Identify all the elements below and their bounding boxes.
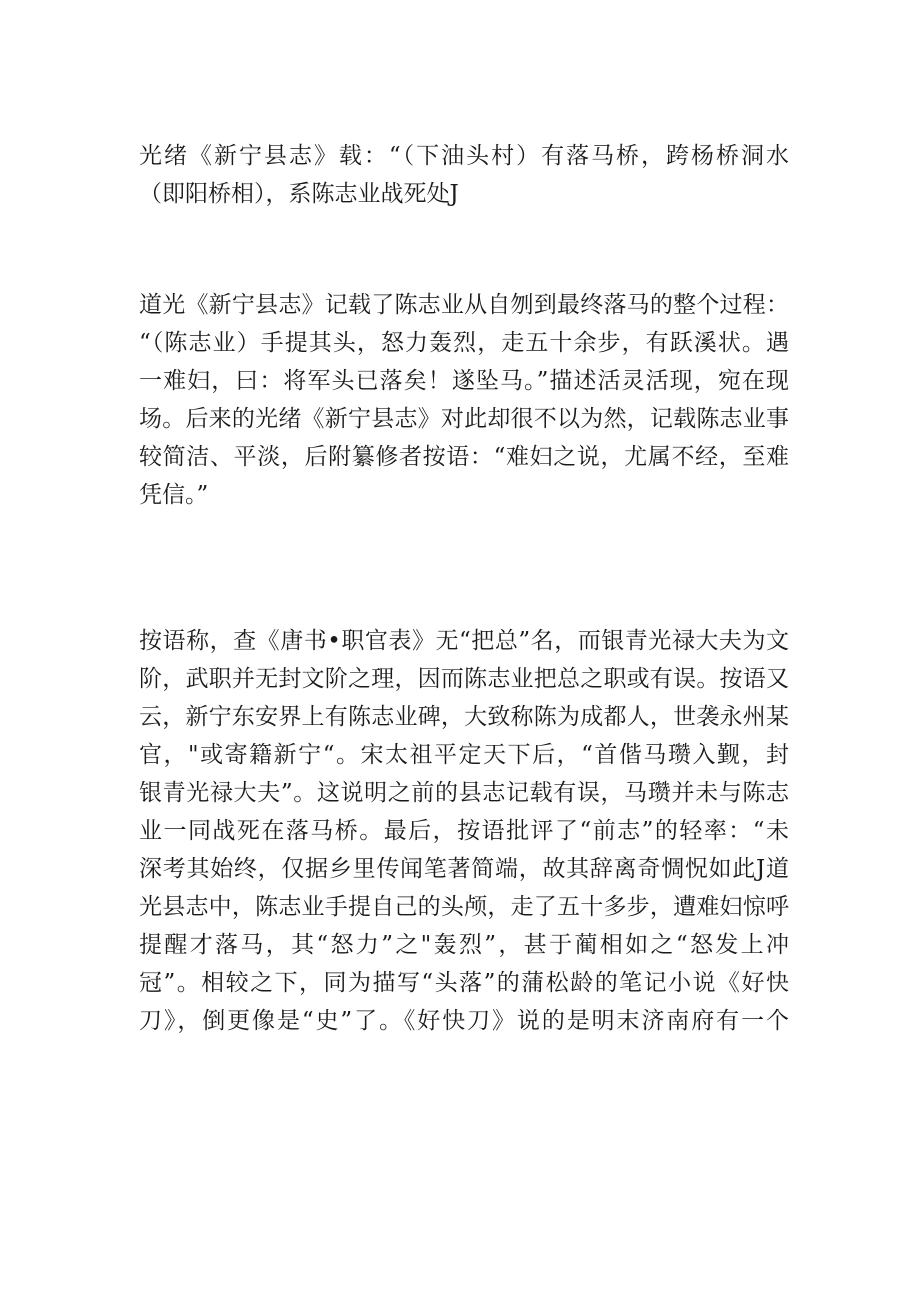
- text-line: 刀》，倒更像是“史”了。《好快刀》说的是明末济南府有一个: [139, 1008, 789, 1034]
- paragraph-2: [139, 286, 789, 514]
- text-line: 云，新宁东安界上有陈志业碑，大致称陈为成都人，世袭永州某: [139, 704, 789, 730]
- text-line: 深考其始终，仅据乡里传闻笔著简端，故其辞离奇惆怳如此J道: [139, 856, 789, 882]
- text-line: 冠”。相较之下，同为描写“头落”的蒲松龄的笔记小说《好快: [139, 970, 789, 996]
- paragraph-3: [139, 622, 789, 1040]
- text-line: 阶，武职并无封文阶之理，因而陈志业把总之职或有误。按语又: [139, 666, 789, 692]
- text-line: 业一同战死在落马桥。最后，按语批评了“前志”的轻率：“未: [139, 818, 789, 844]
- text-line: 光绪《新宁县志》载：“（下油头村）有落马桥，跨杨桥洞水: [139, 143, 789, 169]
- text-line: 官，"或寄籍新宁“。宋太祖平定天下后，“首偕马瓒入觐，封: [139, 742, 789, 768]
- text-line: （即阳桥相），系陈志业战死处J: [139, 181, 459, 207]
- paragraph-1: [139, 137, 789, 213]
- text-line: 提醒才落马，其“怒力”之"轰烈”，甚于蔺相如之“怒发上冲: [139, 932, 789, 958]
- text-line: 银青光禄大夫”。这说明之前的县志记载有误，马瓒并未与陈志: [139, 780, 789, 806]
- text-line: 一难妇，曰：将军头已落矣！遂坠马。”描述活灵活现，宛在现: [139, 368, 789, 394]
- text-line: 凭信。”: [139, 482, 209, 508]
- text-line: “（陈志业）手提其头，怒力轰烈，走五十余步，有跃溪状。遇: [139, 330, 789, 356]
- text-line: 道光《新宁县志》记载了陈志业从自刎到最终落马的整个过程：: [139, 292, 789, 318]
- text-line: 光县志中，陈志业手提自己的头颅，走了五十多步，遭难妇惊呼: [139, 894, 789, 920]
- text-line: 场。后来的光绪《新宁县志》对此却很不以为然，记载陈志业事: [139, 406, 789, 432]
- text-line: 较简洁、平淡，后附纂修者按语：“难妇之说，尤属不经，至难: [139, 444, 789, 470]
- text-line: 按语称，查《唐书•职官表》无“把总”名，而银青光禄大夫为文: [139, 628, 789, 654]
